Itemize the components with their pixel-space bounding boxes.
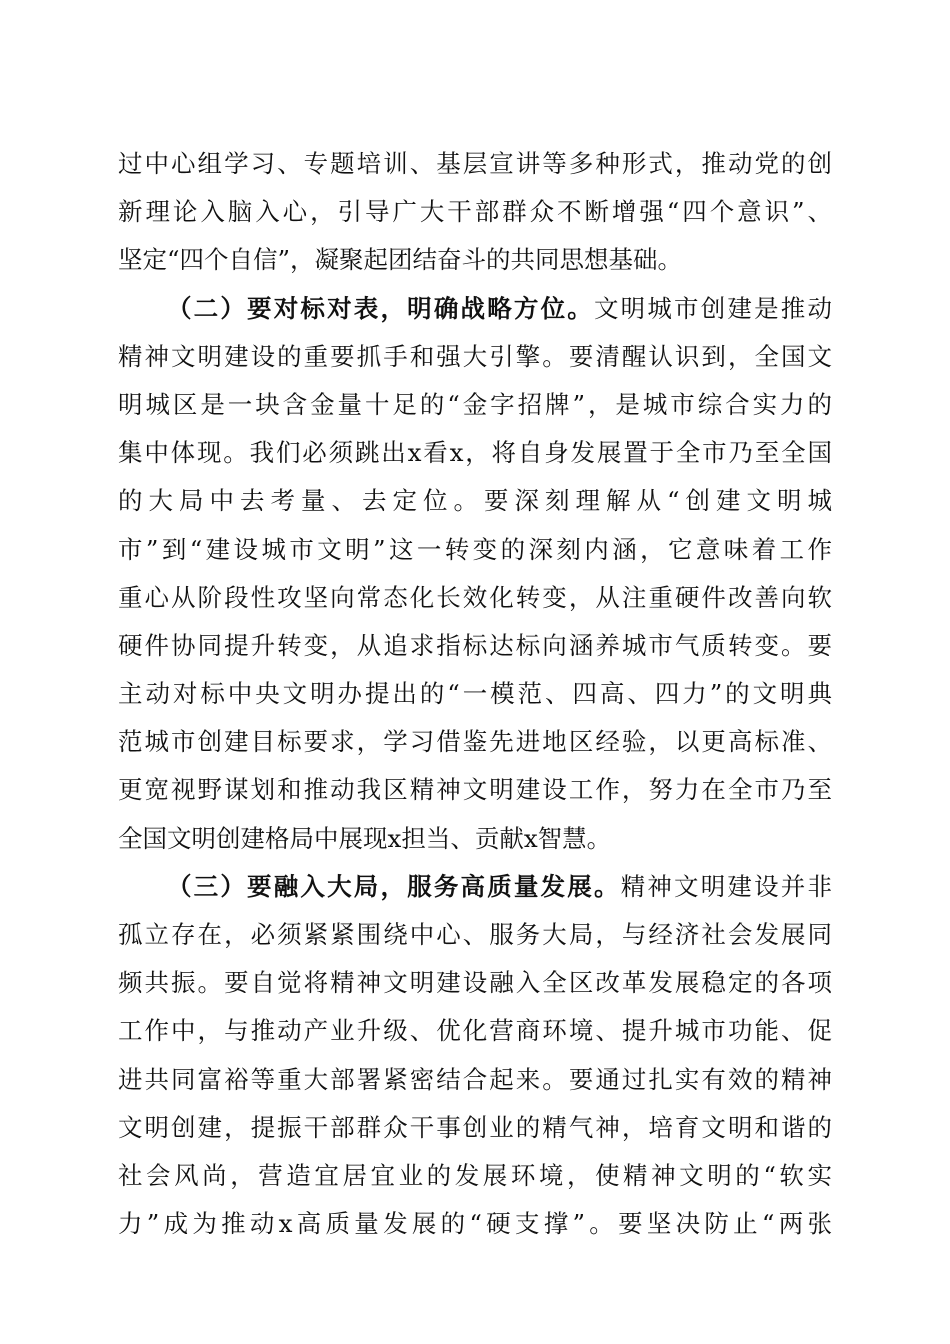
paragraph-first-line [118,863,832,911]
text-line: 进共同富裕等重大部署紧密结合起来。要通过扎实有效的精神 [118,1064,832,1094]
section-heading-2: （二）要对标对表，明确战略方位。 [167,293,594,323]
text-line: 过中心组学习、专题培训、基层宣讲等多种形式，推动党的创 [118,149,832,178]
text-run: 精神文明建设并非 [620,871,832,901]
text-line: 新理论入脑入心，引导广大干部群众不断增强“四个意识”、 [118,197,832,227]
text-line: 孤立存在，必须紧紧围绕中心、服务大局，与经济社会发展同 [118,920,832,949]
text-line: 的大局中去考量、去定位。要深刻理解从“创建文明城 [118,486,832,516]
text-line: 文明创建，提振干部群众干事创业的精气神，培育文明和谐的 [118,1112,832,1142]
text-line: 力”成为推动x高质量发展的“硬支撑”。要坚决防止“两张 [118,1209,832,1239]
paragraph-first-line [118,285,832,333]
text-line: 工作中，与推动产业升级、优化营商环境、提升城市功能、促 [118,1016,832,1046]
text-line: 重心从阶段性攻坚向常态化长效化转变，从注重硬件改善向软 [118,582,832,612]
text-line: 明城区是一块含金量十足的“金字招牌”，是城市综合实力的 [118,389,832,419]
text-line: 频共振。要自觉将精神文明建设融入全区改革发展稳定的各项 [118,968,832,998]
text-line: 硬件协同提升转变，从追求指标达标向涵养城市气质转变。要 [118,630,832,660]
text-line: 坚定“四个自信”，凝聚起团结奋斗的共同思想基础。 [118,245,683,275]
text-line: 全国文明创建格局中展现x担当、贡献x智慧。 [118,823,612,853]
body-text [118,140,832,1248]
text-line: 社会风尚，营造宜居宜业的发展环境，使精神文明的“软实 [118,1160,832,1190]
section-heading-3: （三）要融入大局，服务高质量发展。 [167,871,621,901]
text-line: 集中体现。我们必须跳出x看x，将自身发展置于全市乃至全国 [118,438,832,468]
text-line: 范城市创建目标要求，学习借鉴先进地区经验，以更高标准、 [118,727,832,757]
text-line: 更宽视野谋划和推动我区精神文明建设工作，努力在全市乃至 [118,775,832,805]
text-line: 市”到“建设城市文明”这一转变的深刻内涵，它意味着工作 [118,534,832,564]
text-line: 精神文明建设的重要抓手和强大引擎。要清醒认识到，全国文 [118,341,832,371]
text-line: 主动对标中央文明办提出的“一模范、四高、四力”的文明典 [118,679,832,709]
text-run: 文明城市创建是推动 [594,293,832,323]
